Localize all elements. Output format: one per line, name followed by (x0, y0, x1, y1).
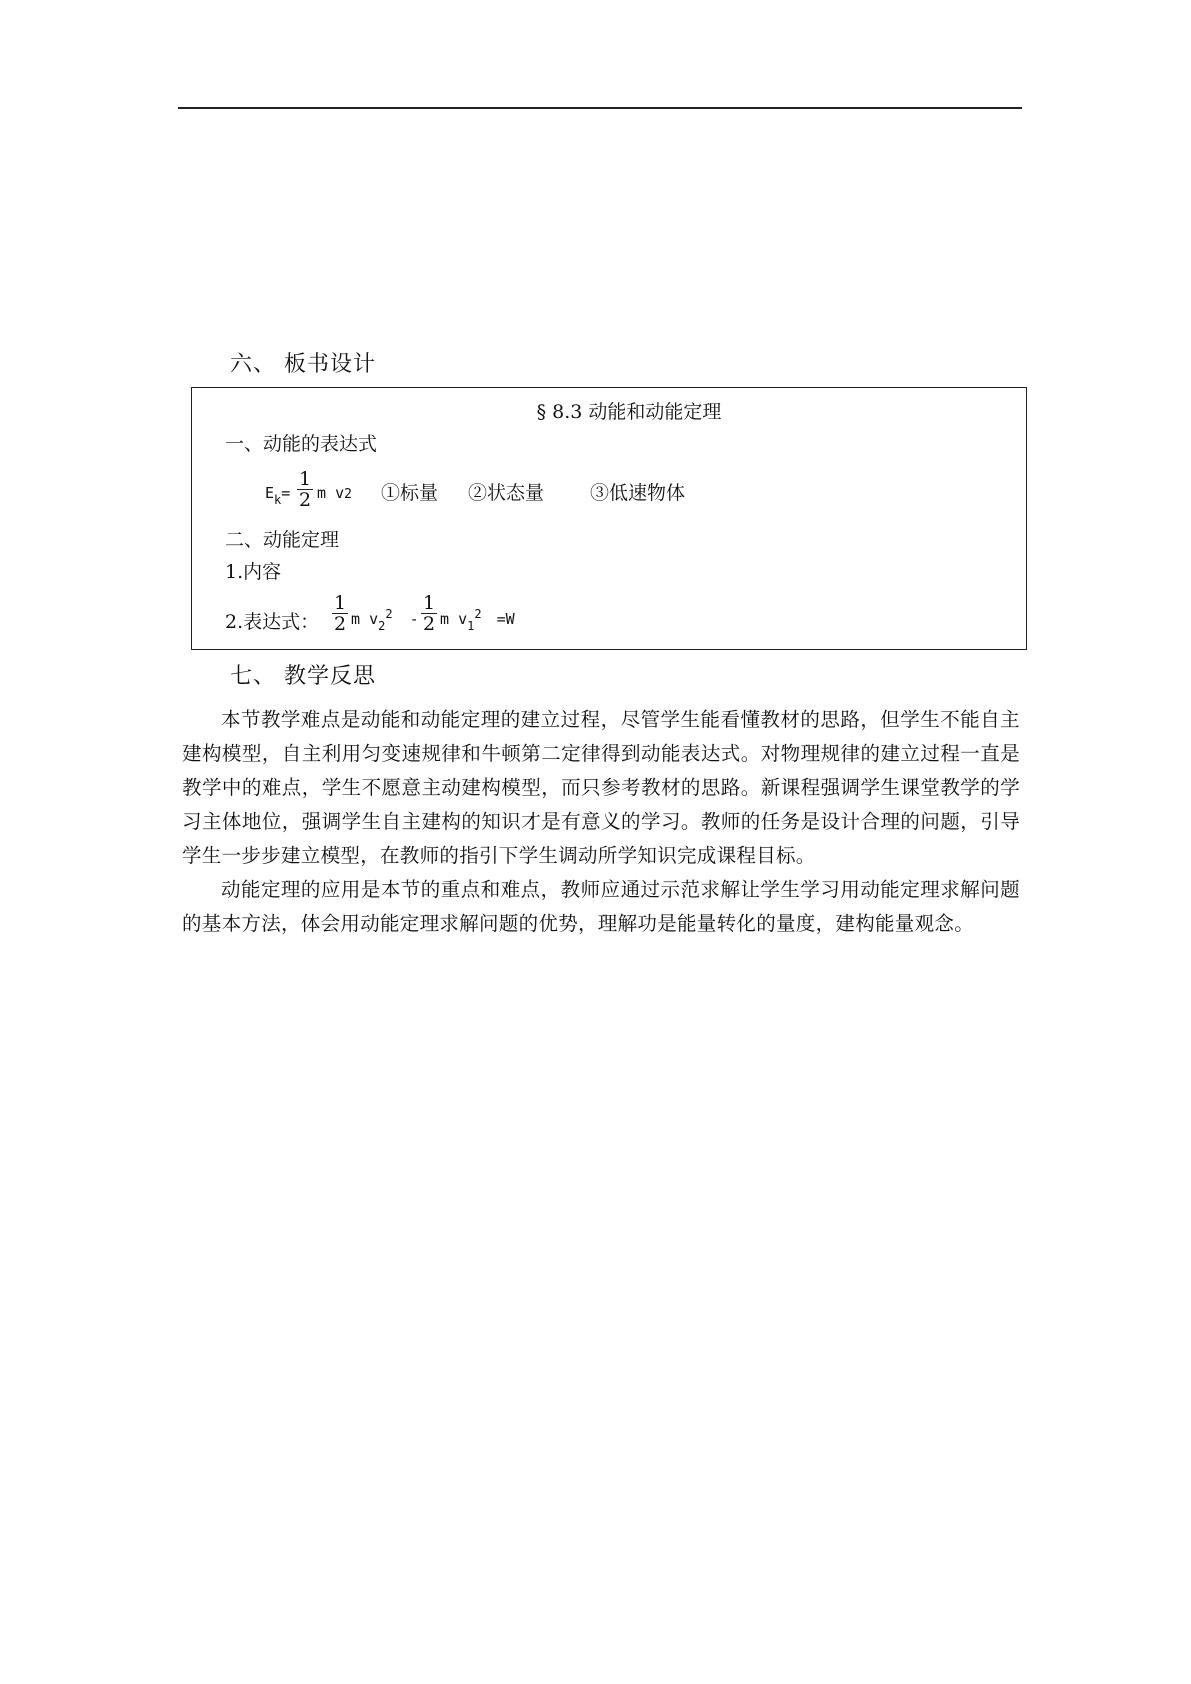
velocity-power: 2 (344, 487, 352, 502)
velocity-initial-subscript: 1 (467, 619, 475, 633)
velocity-final-subscript: 2 (378, 619, 386, 633)
half-denominator-final: 2 (334, 613, 347, 635)
velocity-initial-symbol: v (458, 610, 468, 628)
velocity-final-symbol: v (369, 610, 379, 628)
half-fraction-final (332, 593, 348, 634)
ek-subscript: k (274, 493, 282, 507)
mass-symbol-final: m (351, 610, 361, 628)
theorem-expression-label: 2.表达式： (225, 611, 320, 633)
half-numerator-initial: 1 (423, 592, 436, 614)
kinetic-energy-expression-heading: 一、动能的表达式 (225, 433, 378, 455)
kinetic-energy-theorem-heading: 二、动能定理 (225, 529, 340, 551)
reflection-paragraph-2: 动能定理的应用是本节的重点和难点，教师应通过示范求解让学生学习用动能定理求解问题的基本方法，体会用动能定理求解问题的优势，理解功是能量转化的量度，建构能量观念。 (182, 878, 1020, 935)
half-numerator-final: 1 (334, 592, 347, 614)
half-denominator-initial: 2 (423, 613, 436, 635)
half-numerator: 1 (299, 468, 312, 490)
reflection-paragraph-1: 本节教学难点是动能和动能定理的建立过程，尽管学生能看懂教材的思路，但学生不能自主建构模型，自主利用匀变速规律和牛顿第二定律得到动能表达式。对物理规律的建立过程一直是教学中的难点，学生不愿意主动建构模型，而只参考教材的思路。新课程强调学生课堂教学的学习主体地位，强调学生自主建构的知识才是有意义的学习。教师的任务是设计合理的问题，引导学生一步步建立模型，在教师的指引下学生调动所学知识完成课程目标。 (182, 708, 1020, 867)
half-denominator: 2 (299, 489, 312, 511)
minus-sign: - (409, 610, 419, 628)
property-scalar: ①标量 (381, 482, 439, 504)
mass-symbol: m (317, 484, 327, 502)
velocity-final-power: 2 (385, 607, 393, 621)
equals-work: =W (496, 610, 515, 628)
theorem-content-item: 1.内容 (225, 561, 282, 583)
board-title: § 8.3 动能和动能定理 (536, 401, 722, 423)
ek-equals: = (281, 484, 291, 502)
board-design-box (191, 387, 1027, 650)
velocity-symbol: v (335, 484, 345, 502)
section-heading-reflection: 七、 教学反思 (230, 664, 376, 689)
property-state-quantity: ②状态量 (468, 482, 545, 504)
ek-symbol: E (265, 484, 275, 502)
section-heading-board-design: 六、 板书设计 (230, 352, 376, 377)
property-low-speed: ③低速物体 (590, 482, 686, 504)
kinetic-energy-theorem-formula (332, 593, 532, 649)
half-fraction (297, 469, 313, 510)
header-rule (178, 107, 1022, 109)
mass-symbol-initial: m (440, 610, 450, 628)
velocity-initial-power: 2 (474, 607, 482, 621)
half-fraction-initial (421, 593, 437, 634)
